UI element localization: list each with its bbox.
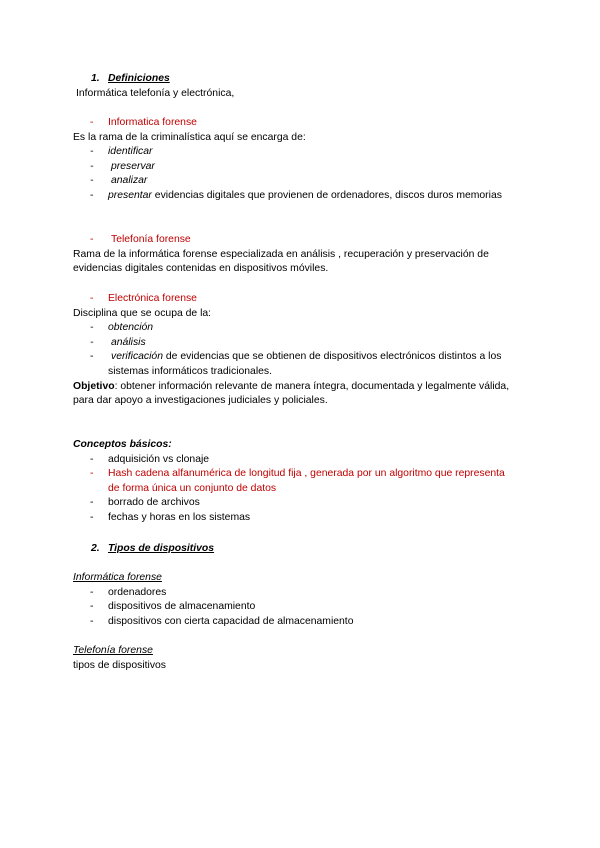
electronica-lead: Disciplina que se ocupa de la: (73, 307, 212, 319)
section-1-number: 1. (91, 73, 100, 84)
list-item: - dispositivos con cierta capacidad de almacenamiento (90, 615, 354, 627)
telefonia-body: Rama de la informática forense especializada en análisis , recuperación y preservación de evidencias digitales contenidas en dispositivos móviles. (73, 248, 489, 275)
section-2-number: 2. (91, 543, 100, 554)
informatica-block (73, 116, 533, 204)
list-item: - identificar (90, 146, 153, 158)
list-item: - dispositivos de almacenamiento (90, 601, 256, 613)
section-1-heading (73, 72, 533, 87)
section-1-intro (76, 87, 536, 102)
conceptos-title: Conceptos básicos: (73, 439, 172, 450)
tipos-telefonia-text: tipos de dispositivos (73, 659, 166, 671)
list-item: - adquisición vs clonaje (90, 453, 210, 465)
tipos-telefonia-block (73, 644, 533, 673)
conceptos-block (73, 438, 533, 526)
tipos-informatica-title: Informática forense (73, 572, 162, 583)
informatica-list (73, 145, 533, 203)
list-item: - borrado de archivos (90, 497, 200, 509)
list-item: - presentar evidencias digitales que provienen de ordenadores, discos duros memorias (90, 189, 502, 201)
electronica-list (73, 321, 533, 379)
telefonia-block (73, 233, 533, 277)
list-item: - verificación de evidencias que se obtienen de dispositivos electrónicos distintos a los sistemas informáticos tradicionales. (90, 351, 502, 377)
section-2-title: Tipos de dispositivos (108, 543, 215, 554)
electronica-title: - Electrónica forense (90, 293, 197, 304)
tipos-informatica-block (73, 571, 533, 629)
list-item: - obtención (90, 322, 154, 334)
electronica-objective: Objetivo: obtener información relevante de manera íntegra, documentada y legalmente válida, para dar apoyo a investigaciones judiciales y policiales. (73, 380, 510, 407)
conceptos-list (73, 453, 533, 526)
tipos-informatica-list (73, 586, 533, 630)
list-item: - analizar (90, 175, 148, 187)
section-2-heading (73, 542, 533, 557)
list-item: - fechas y horas en los sistemas (90, 511, 251, 523)
list-item: - Hash cadena alfanumérica de longitud fija , generada por un algoritmo que representa de forma única un conjunto de datos (90, 468, 505, 494)
intro-text: Informática telefonía y electrónica, (76, 88, 235, 99)
informatica-lead: Es la rama de la criminalística aquí se encarga de: (73, 131, 306, 143)
telefonia-title: - Telefonía forense (90, 234, 191, 245)
list-item: - preservar (90, 160, 155, 172)
informatica-title: - Informatica forense (90, 117, 197, 128)
list-item: - ordenadores (90, 586, 167, 598)
electronica-block (73, 292, 533, 409)
section-1-title: Definiciones (108, 73, 170, 84)
tipos-telefonia-title: Telefonía forense (73, 645, 153, 656)
list-item: - análisis (90, 336, 146, 348)
